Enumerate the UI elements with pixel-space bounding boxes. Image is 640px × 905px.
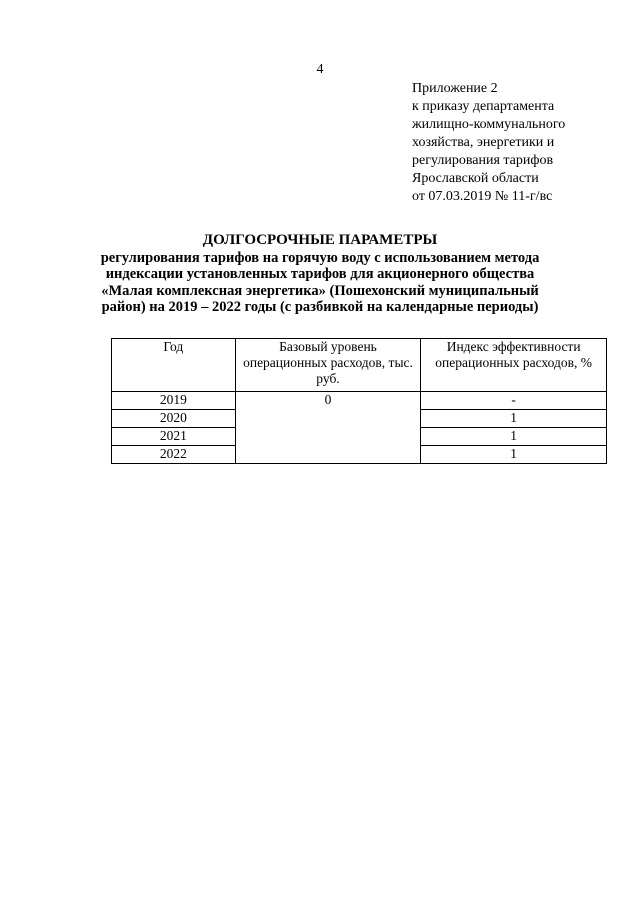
cell-index: -	[421, 392, 607, 410]
annex-line: жилищно-коммунального	[412, 117, 566, 132]
cell-base-level: 0	[235, 392, 421, 464]
cell-year: 2022	[112, 446, 236, 464]
cell-year: 2021	[112, 428, 236, 446]
header-efficiency-index: Индекс эффективности операционных расходов, %	[421, 339, 607, 392]
annex-line: Ярославской области	[412, 171, 539, 186]
cell-year: 2019	[112, 392, 236, 410]
cell-year: 2020	[112, 410, 236, 428]
annex-line: Приложение 2	[412, 81, 498, 96]
heading-line: регулирования тарифов на горячую воду с использованием метода	[100, 249, 540, 266]
annex-line: хозяйства, энергетики и	[412, 135, 555, 150]
document-heading	[0, 232, 640, 316]
annex-line: к приказу департамента	[412, 99, 555, 114]
cell-index: 1	[421, 446, 607, 464]
table-row	[112, 392, 607, 410]
header-year: Год	[112, 339, 236, 392]
heading-line: «Малая комплексная энергетика» (Пошехонский муниципальный	[101, 282, 539, 299]
heading-line: район) на 2019 – 2022 годы (с разбивкой на календарные периоды)	[101, 299, 539, 315]
cell-index: 1	[421, 428, 607, 446]
heading-line: индексации установленных тарифов для акционерного общества	[105, 266, 535, 282]
document-title: ДОЛГОСРОЧНЫЕ ПАРАМЕТРЫ	[202, 232, 438, 248]
annex-line: регулирования тарифов	[412, 153, 554, 168]
cell-index: 1	[421, 410, 607, 428]
page-number: 4	[316, 62, 324, 77]
parameters-table	[111, 338, 607, 464]
annex-line: от 07.03.2019 № 11-г/вс	[412, 189, 553, 204]
annex-block	[412, 80, 632, 206]
table-header-row	[112, 339, 607, 392]
header-base-level: Базовый уровень операционных расходов, тыс. руб.	[235, 339, 421, 392]
